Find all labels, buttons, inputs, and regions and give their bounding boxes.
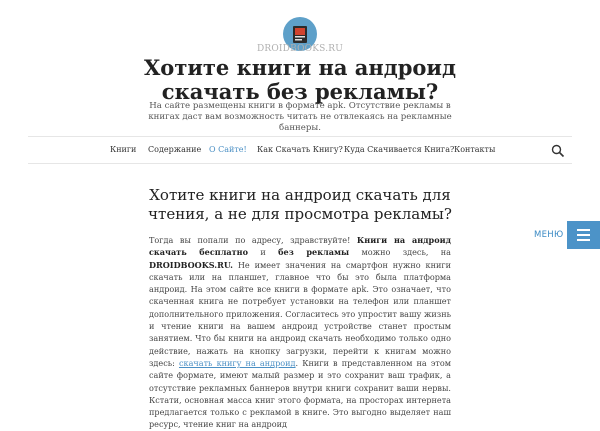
menu-button[interactable] bbox=[567, 221, 600, 249]
post-text: Не имеет значения на смартфон нужно книги скачать или на планшет, главное что бы это была платформа андроид. На этом сайте все книги в формате apk. Это означает, что скаченная книга не потребует установки на телефон или планшет дополнительного приложения. Согласитесь это упростит вашу жизнь и чтение книги на вашем андроид устройстве станет простым занятием. Что бы книги на андроид скачать необходимо только одно действие, нажать на кнопку загрузки, перейти к книгам можно здесь: bbox=[149, 259, 451, 368]
nav-item-books[interactable]: Книги bbox=[110, 145, 137, 154]
post-text: и bbox=[247, 247, 279, 258]
hamburger-icon bbox=[577, 234, 590, 236]
post-title: Хотите книги на андроид скачать для чтения, а не для просмотра рекламы? bbox=[148, 186, 452, 223]
nav-item-about[interactable]: О Сайте! bbox=[209, 145, 247, 154]
site-tagline: На сайте размещены книги в формате apk. Отсутствие рекламы в книгах даст вам возможность читать не отвлекаясь на рекламные баннеры. bbox=[148, 101, 452, 133]
download-book-link[interactable]: скачать книгу на андроид bbox=[178, 357, 296, 368]
post-text: . Книги в представленном на этом сайте формате, имеют малый размер и это сохранит ваш трафик, а отсутствие рекламных баннеров внутри книги сохранит ваши нервы. Кстати, основная масса книг этого формата, на просторах интернета предлагается только с рекламой в книге. Это выгодно выделяет наш ресурс, чтение книг на андроид bbox=[149, 357, 452, 430]
main-nav bbox=[28, 136, 572, 164]
post-bold-books: Книги на андроид скачать бесплатно bbox=[149, 235, 452, 258]
nav-item-how-to-download[interactable]: Как Скачать Книгу? bbox=[257, 145, 343, 154]
site-title[interactable]: Хотите книги на андроид скачать без рекламы? bbox=[144, 55, 456, 104]
hamburger-icon bbox=[577, 239, 590, 241]
post-content bbox=[149, 234, 452, 430]
post-text: можно здесь, на bbox=[349, 247, 451, 258]
post-bold-site: DROIDBOOKS.RU. bbox=[149, 259, 233, 270]
nav-item-contacts[interactable]: Контакты bbox=[454, 145, 496, 154]
nav-item-contents[interactable]: Содержание bbox=[148, 145, 202, 154]
menu-label[interactable]: МЕНЮ bbox=[534, 230, 564, 240]
post-text: Тогда вы попали по адресу, здравствуйте! bbox=[149, 235, 357, 245]
site-brand[interactable]: DROIDBOOKS.RU bbox=[256, 44, 344, 54]
post-bold-no-ads: без рекламы bbox=[278, 247, 350, 258]
hamburger-icon bbox=[577, 229, 590, 231]
search-icon[interactable] bbox=[551, 143, 565, 157]
nav-item-where-downloaded[interactable]: Куда Скачивается Книга? bbox=[344, 145, 455, 154]
